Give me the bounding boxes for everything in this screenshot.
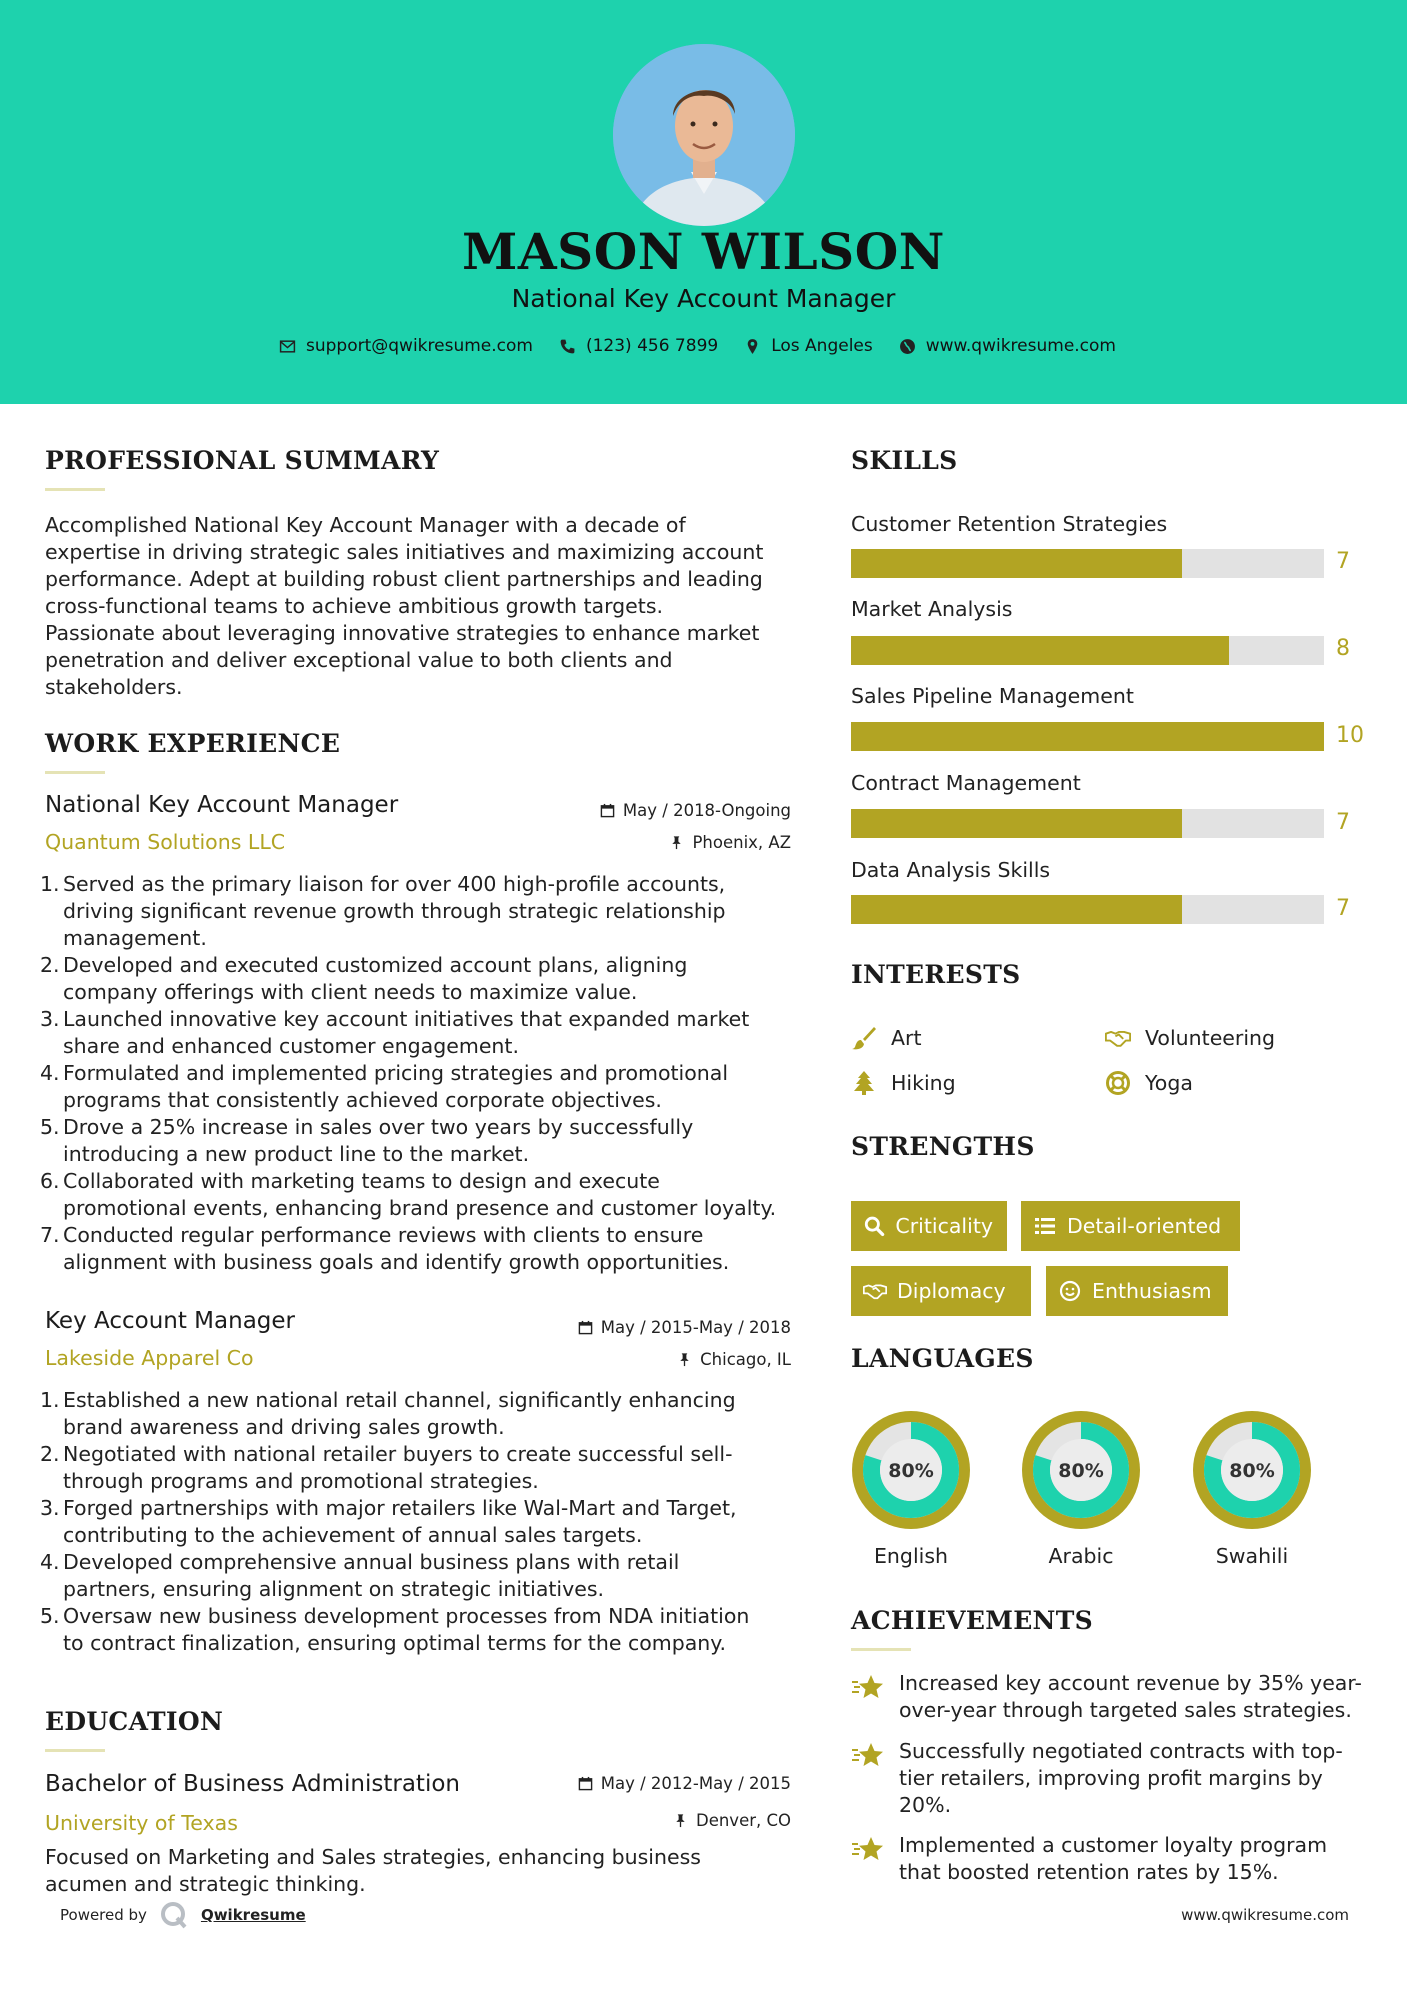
job-responsibilities xyxy=(35,871,805,1276)
languages-heading: LANGUAGES xyxy=(851,1344,1034,1373)
achievements-rule xyxy=(851,1648,911,1651)
pushpin-icon xyxy=(673,1813,688,1828)
interest-hiking xyxy=(851,1070,956,1096)
location-text: Los Angeles xyxy=(771,336,873,356)
skill-value: 7 xyxy=(1336,549,1350,574)
strength-chip xyxy=(1046,1266,1228,1316)
company-name: Quantum Solutions LLC xyxy=(45,830,286,854)
education-location xyxy=(673,1811,791,1830)
skill-label: Data Analysis Skills xyxy=(851,858,1051,882)
achievements-heading: ACHIEVEMENTS xyxy=(851,1606,1093,1635)
interest-label: Art xyxy=(891,1026,922,1050)
strength-label: Criticality xyxy=(895,1214,993,1238)
skill-label: Contract Management xyxy=(851,771,1081,795)
person-avatar-icon xyxy=(613,44,795,226)
achievement-item xyxy=(851,1670,1371,1724)
skill-bar-track xyxy=(851,809,1324,838)
list-item: 1. Served as the primary liaison for over 400 high-profile accounts, driving significant revenue growth through strategic relationship management. xyxy=(40,872,726,950)
language-label: Swahili xyxy=(1215,1544,1289,1568)
list-item: 2. Developed and executed customized account plans, aligning company offerings with client needs to maximize value. xyxy=(40,953,688,1004)
job-location-text: Phoenix, AZ xyxy=(692,833,791,852)
skill-bar-fill xyxy=(851,636,1229,665)
phone-icon xyxy=(559,338,576,355)
experience-rule xyxy=(45,771,105,774)
globe-icon xyxy=(899,338,916,355)
strength-chip xyxy=(851,1266,1031,1316)
header-banner xyxy=(0,0,1407,404)
calendar-icon xyxy=(600,803,615,818)
strengths-heading: STRENGTHS xyxy=(851,1132,1035,1161)
smile-icon xyxy=(1058,1279,1082,1303)
achievement-text: Successfully negotiated contracts with top- tier retailers, improving profit margins by 20%. xyxy=(899,1739,1343,1817)
summary-line: cross-functional teams to achieve ambitious growth targets. xyxy=(45,594,664,618)
interest-yoga xyxy=(1105,1070,1193,1096)
star-icon xyxy=(851,1740,885,1770)
summary-line: expertise in driving strategic sales initiatives and maximizing account xyxy=(45,540,764,564)
language-gauge xyxy=(1190,1408,1314,1532)
qwikresume-link[interactable]: Qwikresume xyxy=(200,1906,306,1924)
education-dates-text: May / 2012-May / 2015 xyxy=(600,1774,791,1793)
paintbrush-icon xyxy=(851,1025,877,1051)
search-icon xyxy=(863,1214,885,1238)
strength-chip xyxy=(1021,1201,1240,1251)
summary-line: Passionate about leveraging innovative strategies to enhance market xyxy=(45,621,760,645)
job-dates-text: May / 2015-May / 2018 xyxy=(600,1318,791,1337)
skill-bar-fill xyxy=(851,809,1182,838)
contact-phone[interactable] xyxy=(559,336,718,356)
interest-label: Yoga xyxy=(1145,1071,1193,1095)
phone-text: (123) 456 7899 xyxy=(585,336,719,356)
skill-bar-fill xyxy=(851,549,1182,578)
gauge-percent-text: 80% xyxy=(1229,1460,1275,1482)
strength-label: Diplomacy xyxy=(897,1279,1006,1303)
skill-label: Market Analysis xyxy=(851,597,1013,621)
achievement-text: Increased key account revenue by 35% year- over-year through targeted sales strategies. xyxy=(899,1671,1362,1722)
job-dates xyxy=(600,801,791,820)
skill-bar-track xyxy=(851,895,1324,924)
strength-chip xyxy=(851,1201,1007,1251)
interests-heading: INTERESTS xyxy=(851,960,1021,989)
candidate-title: National Key Account Manager xyxy=(511,284,896,313)
language-label: Arabic xyxy=(1048,1544,1114,1568)
job-dates-text: May / 2018-Ongoing xyxy=(622,801,791,820)
list-item: 7. Conducted regular performance reviews with clients to ensure alignment with business goals and identify growth opportunities. xyxy=(40,1223,730,1274)
strength-label: Enthusiasm xyxy=(1092,1279,1212,1303)
summary-line: performance. Adept at building robust client partnerships and leading xyxy=(45,567,763,591)
qwikresume-logo-icon xyxy=(159,1900,189,1930)
website-text: www.qwikresume.com xyxy=(925,336,1116,356)
calendar-icon xyxy=(578,1776,593,1791)
education-heading: EDUCATION xyxy=(45,1707,224,1736)
language-label: English xyxy=(873,1544,949,1568)
interest-volunteering xyxy=(1105,1025,1275,1051)
contact-location xyxy=(744,336,873,356)
contact-email[interactable] xyxy=(279,336,533,356)
gauge-percent-text: 80% xyxy=(1058,1460,1104,1482)
summary-line: penetration and deliver exceptional value to both clients and xyxy=(45,648,673,672)
list-item: 4. Developed comprehensive annual business plans with retail partners, ensuring alignment on strategic initiatives. xyxy=(40,1550,680,1601)
contact-bar xyxy=(0,336,1407,356)
list-icon xyxy=(1033,1214,1057,1238)
list-item: 3. Forged partnerships with major retailers like Wal-Mart and Target, contributing to the achievement of annual sales targets. xyxy=(40,1496,737,1547)
achievement-text: Implemented a customer loyalty program that boosted retention rates by 15%. xyxy=(899,1833,1328,1884)
handshake-icon xyxy=(863,1279,887,1303)
handshake-icon xyxy=(1105,1025,1131,1051)
skill-bar-track xyxy=(851,722,1324,751)
map-pin-icon xyxy=(744,338,761,355)
list-item: 5. Drove a 25% increase in sales over two years by successfully introducing a new product line to the market. xyxy=(40,1115,694,1166)
summary-heading: PROFESSIONAL SUMMARY xyxy=(45,446,440,475)
interest-label: Volunteering xyxy=(1145,1026,1276,1050)
skills-heading: SKILLS xyxy=(851,446,958,475)
job-dates xyxy=(578,1318,791,1337)
list-item: 1. Established a new national retail channel, significantly enhancing brand awareness and driving sales growth. xyxy=(40,1388,736,1439)
skill-bar-fill xyxy=(851,895,1182,924)
job-title: Key Account Manager xyxy=(45,1308,296,1334)
education-line: Focused on Marketing and Sales strategies, enhancing business xyxy=(45,1845,701,1869)
achievement-item xyxy=(851,1738,1371,1819)
company-name: Lakeside Apparel Co xyxy=(45,1346,254,1370)
list-item: 2. Negotiated with national retailer buyers to create successful sell- through programs and promotional strategies. xyxy=(40,1442,733,1493)
skill-label: Customer Retention Strategies xyxy=(851,512,1168,536)
interest-art xyxy=(851,1025,922,1051)
candidate-name: MASON WILSON xyxy=(462,222,945,281)
contact-website[interactable] xyxy=(899,336,1116,356)
skill-value: 8 xyxy=(1336,636,1350,661)
star-icon xyxy=(851,1672,885,1702)
achievement-item xyxy=(851,1832,1371,1886)
strength-label: Detail-oriented xyxy=(1067,1214,1222,1238)
powered-by-label: Powered by xyxy=(60,1906,147,1924)
education-description xyxy=(45,1844,795,1898)
tree-icon xyxy=(851,1070,877,1096)
star-icon xyxy=(851,1834,885,1864)
powered-by xyxy=(60,1900,306,1930)
profile-photo xyxy=(613,44,795,226)
footer-website[interactable]: www.qwikresume.com xyxy=(1181,1906,1349,1924)
education-rule xyxy=(45,1749,105,1752)
language-gauge xyxy=(1019,1408,1143,1532)
education-location-text: Denver, CO xyxy=(695,1811,791,1830)
experience-heading: WORK EXPERIENCE xyxy=(45,729,341,758)
job-responsibilities xyxy=(35,1387,805,1657)
pushpin-icon xyxy=(669,835,684,850)
gauge-percent-text: 80% xyxy=(888,1460,934,1482)
skill-bar-fill xyxy=(851,722,1324,751)
skill-bar-track xyxy=(851,549,1324,578)
job-title: National Key Account Manager xyxy=(45,792,399,818)
degree-title: Bachelor of Business Administration xyxy=(45,1771,460,1797)
education-line: acumen and strategic thinking. xyxy=(45,1872,366,1896)
skill-value: 7 xyxy=(1336,896,1350,921)
skill-bar-track xyxy=(851,636,1324,665)
skill-label: Sales Pipeline Management xyxy=(851,684,1134,708)
lifebuoy-icon xyxy=(1105,1070,1131,1096)
summary-line: Accomplished National Key Account Manager with a decade of xyxy=(45,513,686,537)
list-item: 4. Formulated and implemented pricing strategies and promotional programs that consistently achieved corporate objectives. xyxy=(40,1061,729,1112)
job-location xyxy=(669,833,791,852)
calendar-icon xyxy=(578,1320,593,1335)
job-location-text: Chicago, IL xyxy=(700,1350,791,1369)
summary-line: stakeholders. xyxy=(45,675,183,699)
interest-label: Hiking xyxy=(891,1071,956,1095)
email-text: support@qwikresume.com xyxy=(306,336,533,356)
summary-text xyxy=(45,512,795,701)
summary-rule xyxy=(45,488,105,491)
list-item: 5. Oversaw new business development processes from NDA initiation to contract finalization, ensuring optimal terms for the company. xyxy=(40,1604,750,1655)
skill-value: 10 xyxy=(1336,723,1364,748)
list-item: 3. Launched innovative key account initiatives that expanded market share and enhanced customer engagement. xyxy=(40,1007,750,1058)
language-gauge xyxy=(849,1408,973,1532)
envelope-icon xyxy=(279,338,296,355)
pushpin-icon xyxy=(677,1352,692,1367)
list-item: 6. Collaborated with marketing teams to design and execute promotional events, enhancing brand presence and customer loyalty. xyxy=(40,1169,777,1220)
school-name: University of Texas xyxy=(45,1811,238,1835)
skill-value: 7 xyxy=(1336,810,1350,835)
job-location xyxy=(677,1350,791,1369)
education-dates xyxy=(578,1774,791,1793)
